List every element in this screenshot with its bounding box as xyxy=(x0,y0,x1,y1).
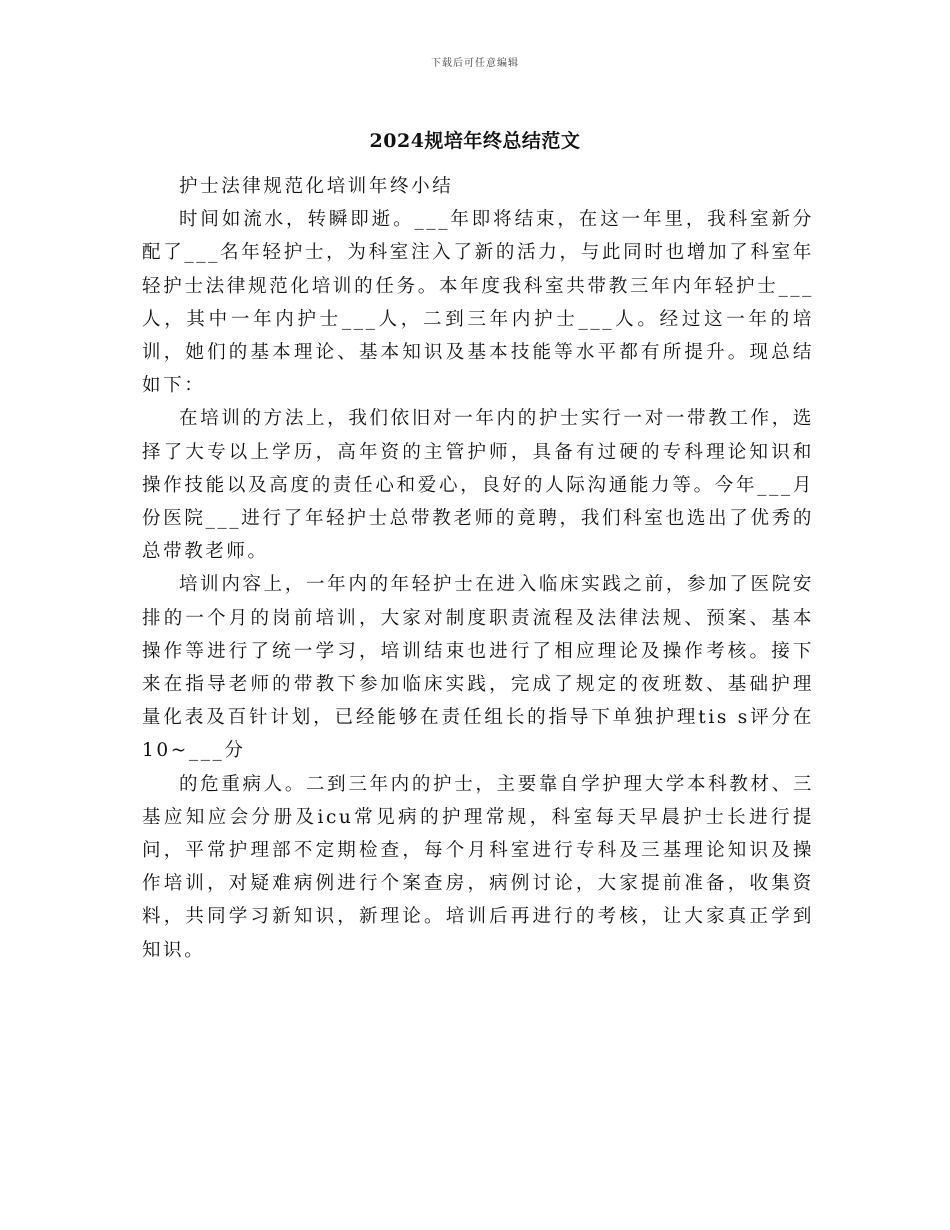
paragraph-3: 培训内容上，一年内的年轻护士在进入临床实践之前，参加了医院安排的一个月的岗前培训，大家对制度职责流程及法律法规、预案、基本操作等进行了统一学习，培训结束也进行了相应理论及操作考核。接下来在指导老师的带教下参加临床实践，完成了规定的夜班数、基础护理量化表及百针计划，已经能够在责任组长的指导下单独护理tis s评分在10~___分 xyxy=(142,574,814,762)
paragraph-2: 在培训的方法上，我们依旧对一年内的护士实行一对一带教工作，选择了大专以上学历，高年资的主管护师，具备有过硬的专科理论知识和操作技能以及高度的责任心和爱心，良好的人际沟通能力等。今年___月份医院___进行了年轻护士总带教老师的竟聘，我们科室也选出了优秀的总带教老师。 xyxy=(142,408,814,563)
document-title: 2024规培年终总结范文 xyxy=(369,130,581,152)
page-header-note: 下载后可任意编辑 xyxy=(431,58,519,69)
document-subtitle: 护士法律规范化培训年终小结 xyxy=(179,176,454,197)
paragraph-4: 的危重病人。二到三年内的护士，主要靠自学护理大学本科教材、三基应知应会分册及icu常见病的护理常规，科室每天早晨护士长进行提问，平常护理部不定期检查，每个月科室进行专科及三基理论知识及操作培训，对疑难病例进行个案查房，病例讨论，大家提前准备，收集资料，共同学习新知识，新理论。培训后再进行的考核，让大家真正学到知识。 xyxy=(142,773,814,961)
document-body xyxy=(142,170,814,967)
paragraph-1: 时间如流水，转瞬即逝。___年即将结束，在这一年里，我科室新分配了___名年轻护士，为科室注入了新的活力，与此同时也增加了科室年轻护士法律规范化培训的任务。本年度我科室共带教三年内年轻护士___人，其中一年内护士___人，二到三年内护士___人。经过这一年的培训，她们的基本理论、基本知识及基本技能等水平都有所提升。现总结如下： xyxy=(142,209,814,397)
